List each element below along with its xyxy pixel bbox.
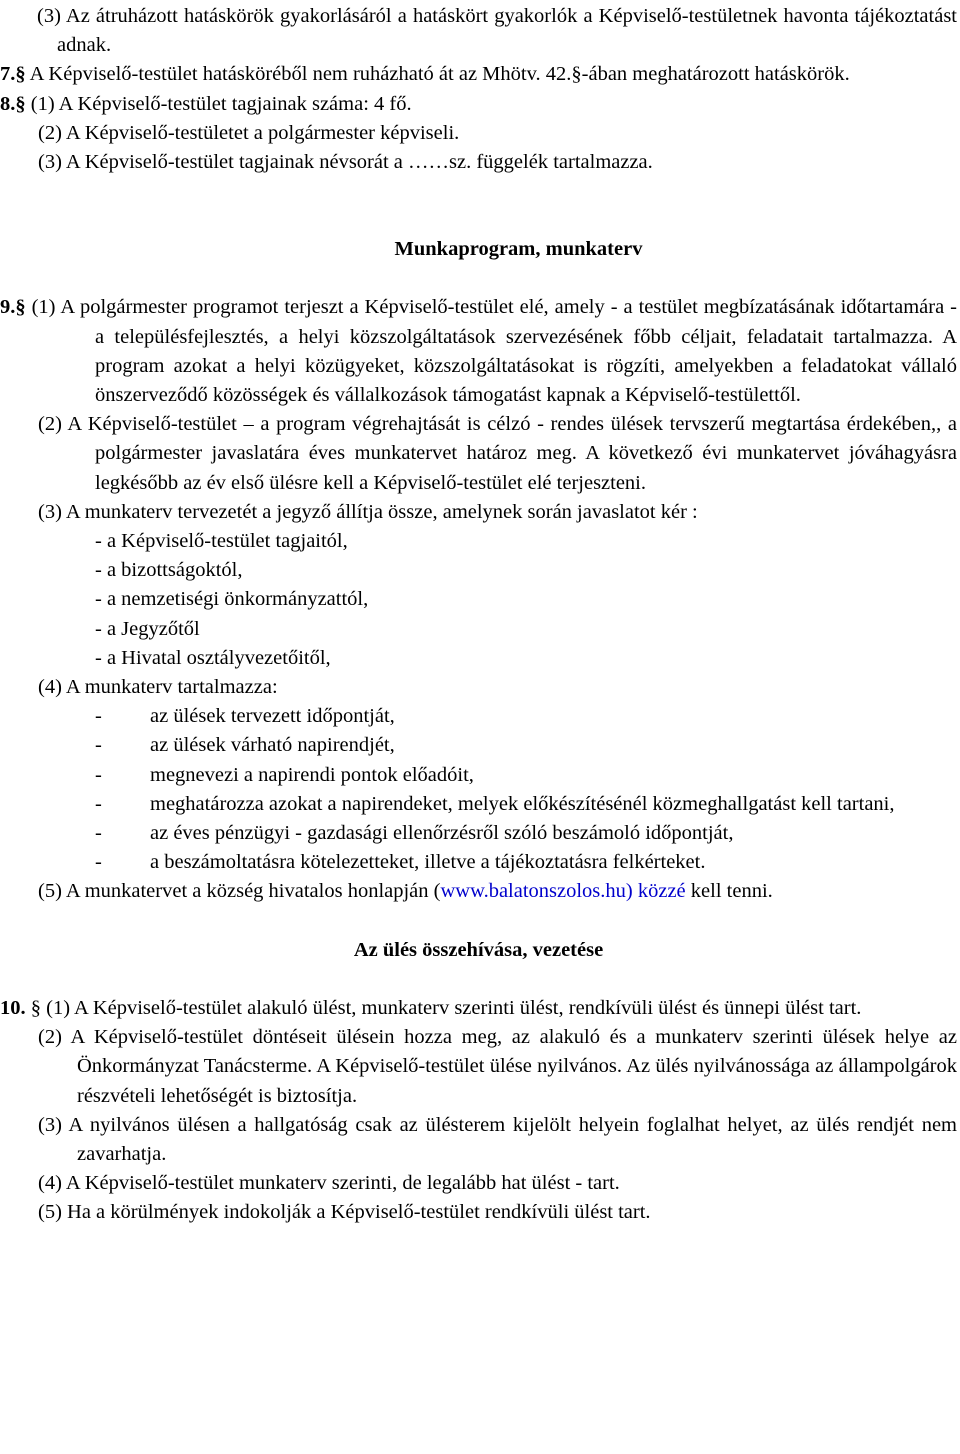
proposal-list: [0, 527, 957, 673]
list-item: - a Jegyzőtől: [95, 617, 200, 640]
paragraph-8-1: [0, 90, 957, 119]
list-item-text: a beszámoltatásra kötelezetteket, illetve a tájékoztatásra felkérteket.: [150, 851, 706, 874]
paragraph-6-3: (3) Az átruházott hatáskörök gyakorlásáról a hatáskört gyakorlók a Képviselő-testületnek havonta tájékoztatást adnak.: [37, 5, 957, 57]
list-item: - a Hivatal osztályvezetőitől,: [95, 646, 331, 669]
content-list: [0, 702, 957, 877]
section-number-7: 7.§: [0, 63, 26, 86]
list-item: - a nemzetiségi önkormányzattól,: [95, 588, 369, 611]
list-dash: -: [95, 734, 102, 757]
list-dash: -: [95, 851, 102, 874]
list-item-text: megnevezi a napirendi pontok előadóit,: [150, 763, 474, 786]
paragraph-10-3: (3) A nyilvános ülésen a hallgatóság csak az ülésterem kijelölt helyein foglalhat helyet, az ülés rendjét nem zavarhatja.: [38, 1113, 957, 1165]
list-dash: -: [95, 822, 102, 845]
paragraph-9-5-tail: kell tenni.: [685, 880, 773, 903]
list-dash: -: [95, 705, 102, 728]
list-item-text: az éves pénzügyi - gazdasági ellenőrzésről szóló beszámoló időpontját,: [150, 822, 734, 845]
paragraph-10-5: (5) Ha a körülmények indokolják a Képviselő-testület rendkívüli ülést tart.: [38, 1201, 651, 1224]
paragraph-8-2: (2) A Képviselő-testületet a polgármester képviseli.: [38, 121, 460, 144]
paragraph-9-3: (3) A munkaterv tervezetét a jegyző állítja össze, amelynek során javaslatot kér :: [38, 500, 698, 523]
paragraph-9-1-text: (1) A polgármester programot terjeszt a Képviselő-testület elé, amely - a testület megbízatásának időtartamára - a településfejlesztés, a helyi közszolgáltatások szervezésének főbb céljait, feladatait tartalmazza. A program azokat a helyi közügyeket, közszolgáltatásokat is rögzíti, amelyekben a feladatokat vállaló önszerveződő közösségek és vállalkozások támogatást kapnak a Képviselő-testülettől.: [25, 296, 957, 407]
paragraph-9-5: [0, 877, 957, 906]
paragraph-9-2: (2) A Képviselő-testület – a program végrehajtását is célzó - rendes ülések tervszerű megtartása érdekében,, a polgármester javaslatára éves munkatervet határoz meg. A következő évi munkatervet jóváhagyásra legkésőbb az év első ülésre kell a Képviselő-testület elé terjeszteni.: [38, 413, 957, 494]
paragraph-10-1: [0, 994, 957, 1023]
list-item: [0, 702, 957, 731]
paragraph-8-1-text: (1) A Képviselő-testület tagjainak száma: 4 fő.: [25, 92, 412, 115]
paragraph-10-1-text: § (1) A Képviselő-testület alakuló ülést, munkaterv szerinti ülést, rendkívüli ülést és ünnepi ülést tart.: [25, 996, 862, 1019]
website-link[interactable]: www.balatonszolos.hu) közzé: [440, 880, 686, 903]
list-item-text: az ülések várható napirendjét,: [150, 734, 395, 757]
heading-ules: Az ülés összehívása, vezetése: [353, 938, 604, 961]
section-number-9: 9.§: [0, 296, 26, 319]
list-item: [0, 819, 957, 848]
list-item: [0, 731, 957, 760]
heading-munkaprogram: Munkaprogram, munkaterv: [394, 238, 643, 261]
paragraph-8-3: (3) A Képviselő-testület tagjainak névsorát a ……sz. függelék tartalmazza.: [38, 151, 653, 174]
list-dash: -: [95, 763, 102, 786]
paragraph-10-2: (2) A Képviselő-testület döntéseit ülésein hozza meg, az alakuló és a munkaterv szerinti ülések helye az Önkormányzat Tanácsterme. A Képviselő-testület ülése nyilvános. Az ülés nyilvánossága az állampolgárok részvételi lehetőségét is biztosítja.: [38, 1026, 957, 1107]
paragraph-9-1: [0, 293, 957, 410]
list-item-text: az ülések tervezett időpontját,: [150, 705, 395, 728]
paragraph-7-text: A Képviselő-testület hatásköréből nem ruházható át az Mhötv. 42.§-ában meghatározott hatáskörök.: [25, 63, 850, 86]
list-item: [0, 761, 957, 790]
list-item: [0, 848, 957, 877]
list-dash: -: [95, 792, 102, 815]
list-item: - a bizottságoktól,: [95, 559, 243, 582]
list-item: [0, 790, 957, 819]
paragraph-7: [0, 60, 957, 89]
list-item-text: meghatározza azokat a napirendeket, melyek előkészítésénél közmeghallgatást kell tartani,: [150, 792, 895, 815]
list-item: - a Képviselő-testület tagjaitól,: [95, 530, 348, 553]
section-number-8: 8.§: [0, 92, 26, 115]
paragraph-10-4: (4) A Képviselő-testület munkaterv szerinti, de legalább hat ülést - tart.: [38, 1172, 620, 1195]
section-number-10: 10.: [0, 996, 26, 1019]
paragraph-9-5-text: (5) A munkatervet a község hivatalos honlapján (: [38, 880, 441, 903]
paragraph-9-4: (4) A munkaterv tartalmazza:: [38, 676, 278, 699]
